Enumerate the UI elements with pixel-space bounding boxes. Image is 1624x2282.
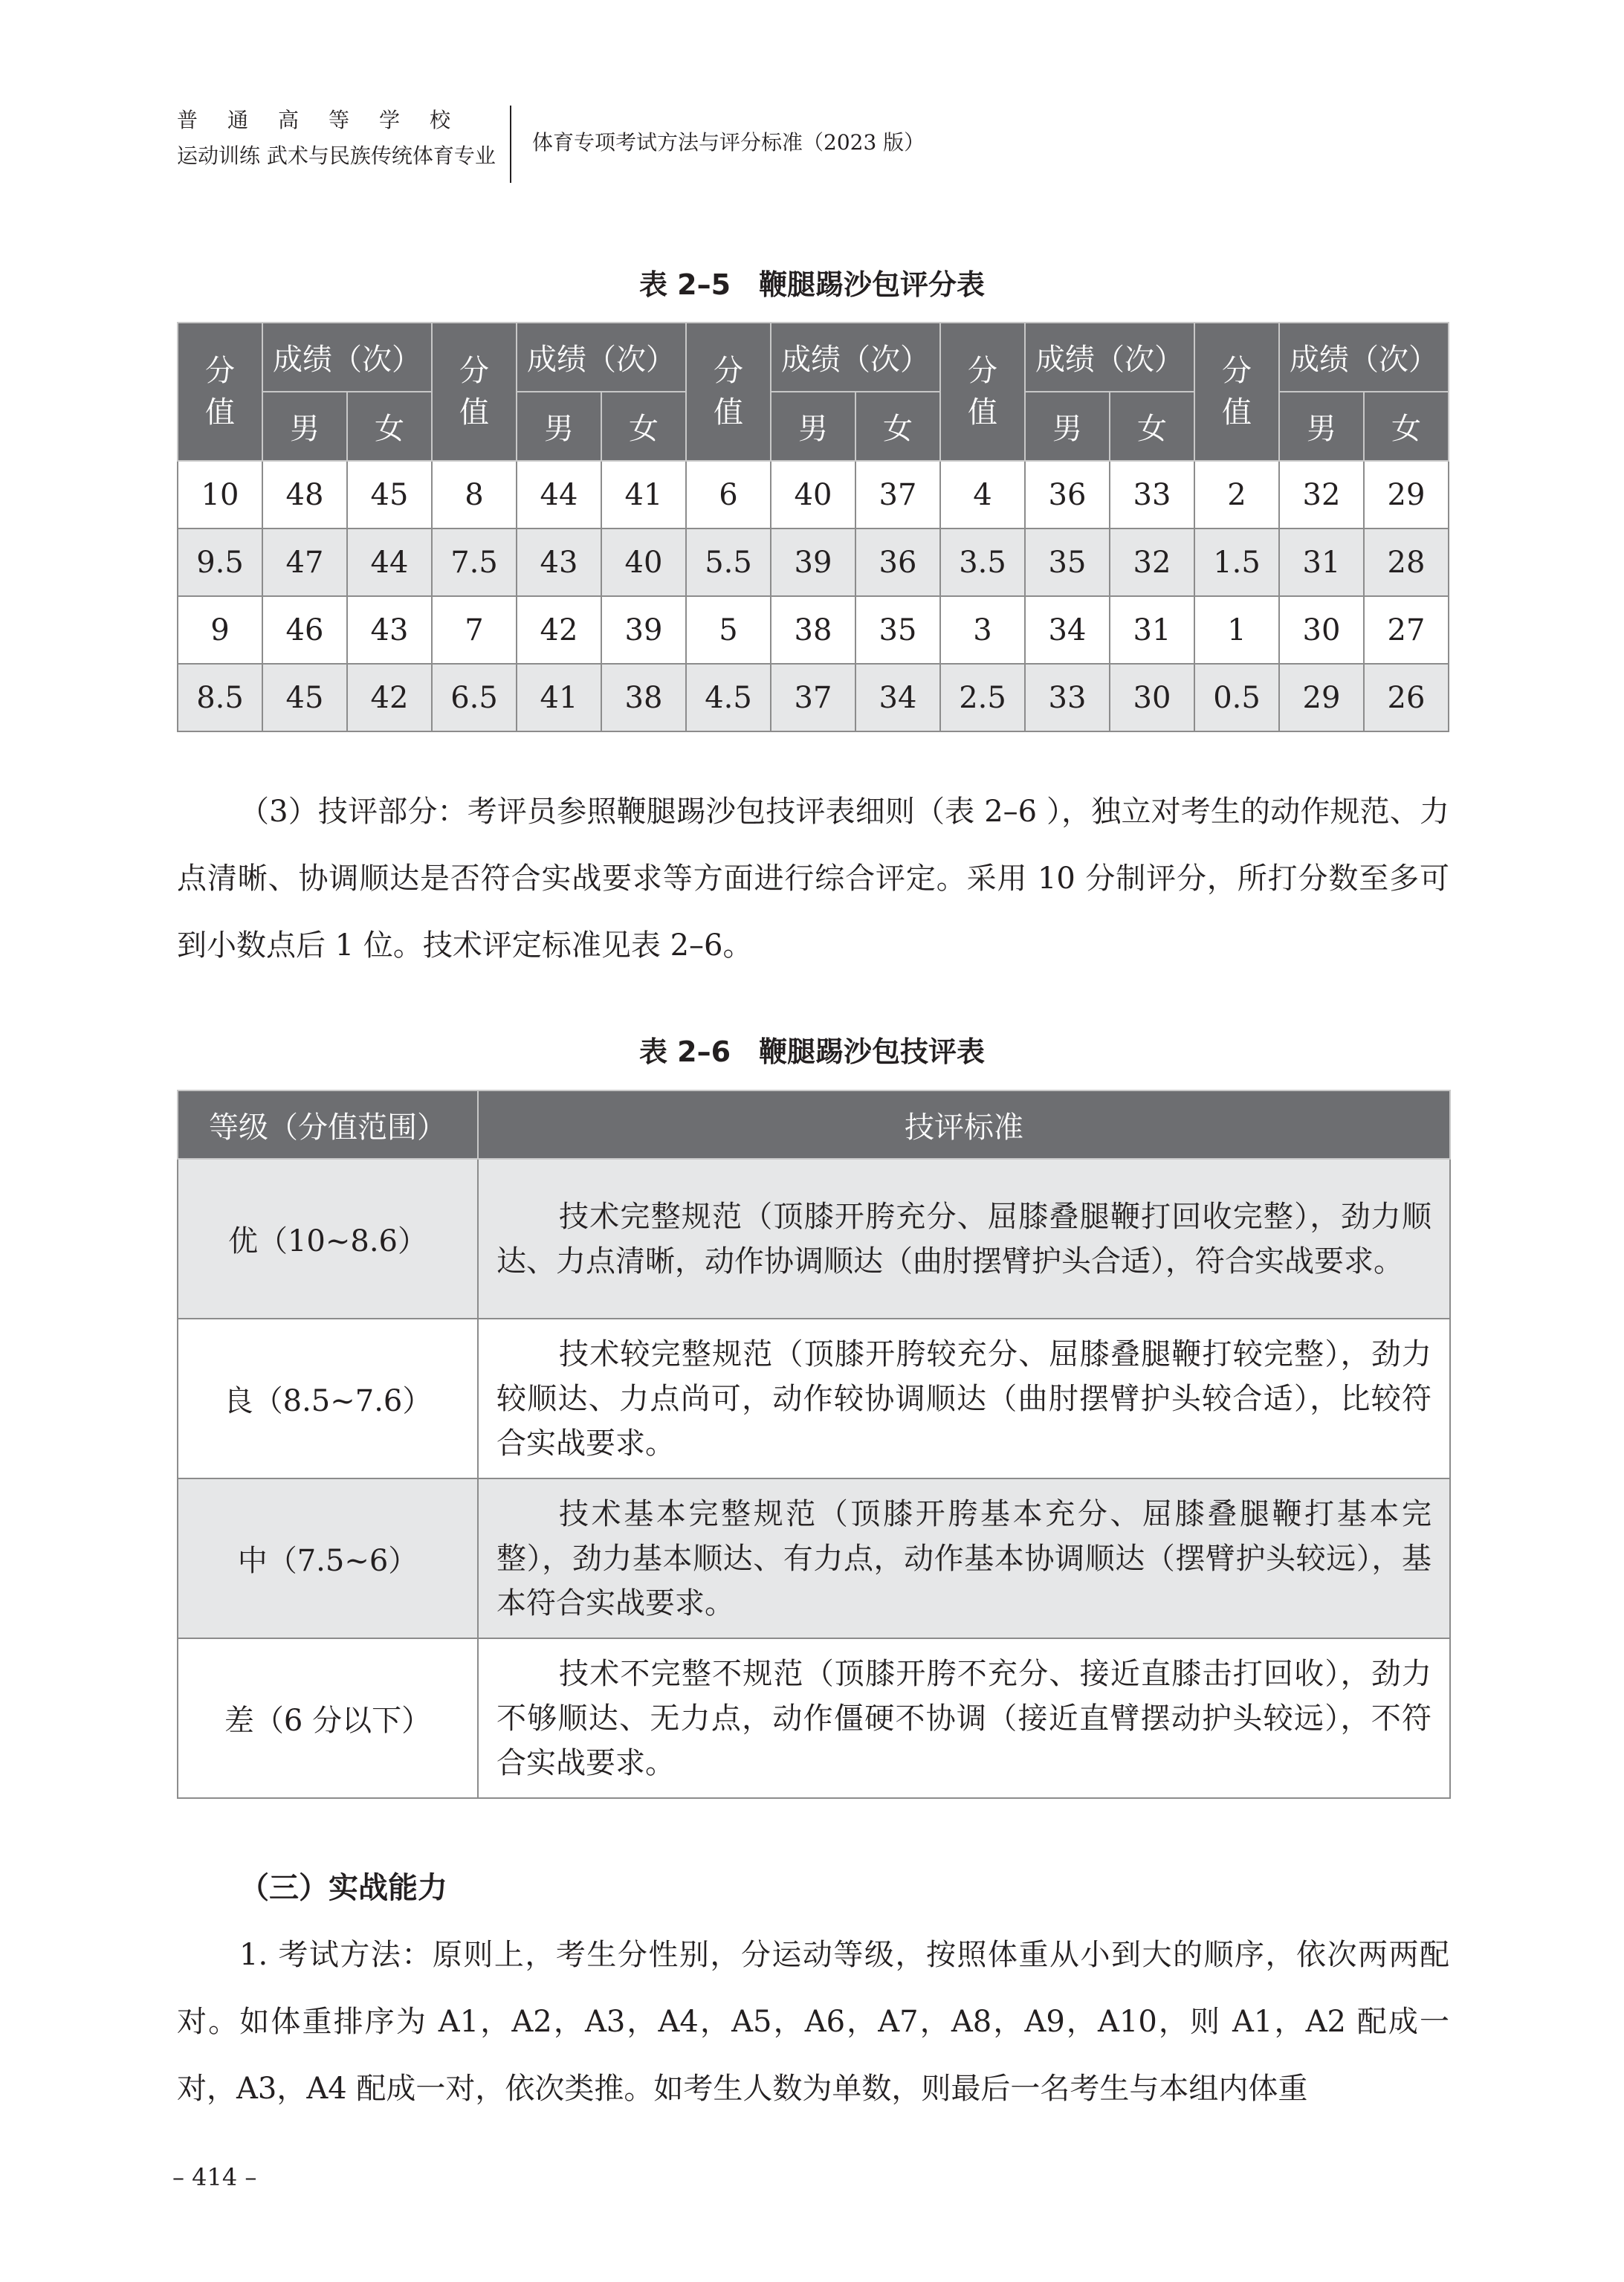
male-count-cell: 47 (262, 529, 347, 596)
male-column-header: 男 (1279, 392, 1364, 461)
male-count-cell: 35 (1025, 529, 1110, 596)
female-count-cell: 28 (1364, 529, 1449, 596)
criteria-text: 技术较完整规范（顶膝开胯较充分、屈膝叠腿鞭打较完整），劲力较顺达、力点尚可，动作较协调顺达（曲肘摆臂护头较合适），比较符合实战要求。 (496, 1336, 1431, 1461)
criteria-cell (478, 1319, 1450, 1478)
criteria-text: 技术不完整不规范（顶膝开胯不充分、接近直膝击打回收），劲力不够顺达、无力点，动作僵硬不协调（接近直臂摆动护头较远），不符合实战要求。 (496, 1656, 1431, 1780)
score-cell: 3 (940, 596, 1025, 664)
female-count-cell: 39 (601, 596, 686, 664)
score-cell: 6 (686, 461, 771, 529)
male-count-cell: 37 (771, 664, 855, 731)
male-count-cell: 46 (262, 596, 347, 664)
table-row (178, 596, 1449, 664)
result-column-header: 成绩（次） (771, 323, 940, 392)
male-count-cell: 30 (1279, 596, 1364, 664)
male-count-cell: 41 (517, 664, 601, 731)
header-divider (510, 106, 511, 183)
level-cell: 良（8.5~7.6） (178, 1319, 478, 1478)
male-count-cell: 48 (262, 461, 347, 529)
section-practical-ability (177, 1855, 1449, 2122)
male-count-cell: 40 (771, 461, 855, 529)
score-cell: 8.5 (178, 664, 262, 731)
score-cell: 3.5 (940, 529, 1025, 596)
male-count-cell: 43 (517, 529, 601, 596)
female-count-cell: 43 (347, 596, 432, 664)
female-count-cell: 45 (347, 461, 432, 529)
table-row (178, 461, 1449, 529)
criteria-cell (478, 1638, 1450, 1798)
score-cell: 0.5 (1194, 664, 1279, 731)
female-count-cell: 27 (1364, 596, 1449, 664)
male-count-cell: 29 (1279, 664, 1364, 731)
exam-method-paragraph: 1. 考试方法：原则上，考生分性别，分运动等级，按照体重从小到大的顺序，依次两两配对。如体重排序为 A1，A2，A3，A4，A5，A6，A7，A8，A9，A10，则 A1，A2 配成一对，A3，A4 配成一对，依次类推。如考生人数为单数，则最后一名考生与本组内体重 (177, 1938, 1449, 2106)
header-major-name: 运动训练 武术与民族传统体育专业 (177, 143, 496, 168)
male-count-cell: 44 (517, 461, 601, 529)
score-cell: 7 (432, 596, 517, 664)
result-column-header: 成绩（次） (517, 323, 686, 392)
level-cell: 差（6 分以下） (178, 1638, 478, 1798)
score-cell: 5 (686, 596, 771, 664)
score-column-header: 分 值 (1194, 323, 1279, 461)
table1-caption: 表 2–5 鞭腿踢沙包评分表 (638, 268, 986, 301)
table2-caption: 表 2–6 鞭腿踢沙包技评表 (638, 1035, 986, 1068)
female-count-cell: 37 (855, 461, 940, 529)
score-column-header: 分 值 (432, 323, 517, 461)
female-count-cell: 36 (855, 529, 940, 596)
female-count-cell: 42 (347, 664, 432, 731)
score-cell: 9 (178, 596, 262, 664)
score-cell: 2 (1194, 461, 1279, 529)
result-column-header: 成绩（次） (1279, 323, 1449, 392)
female-count-cell: 38 (601, 664, 686, 731)
female-count-cell: 40 (601, 529, 686, 596)
result-column-header: 成绩（次） (1025, 323, 1194, 392)
male-count-cell: 38 (771, 596, 855, 664)
female-count-cell: 26 (1364, 664, 1449, 731)
table-row (178, 1478, 1450, 1638)
header-book-title: 体育专项考试方法与评分标准（2023 版） (532, 130, 925, 155)
male-count-cell: 39 (771, 529, 855, 596)
criteria-column-header: 技评标准 (478, 1090, 1450, 1159)
score-cell: 6.5 (432, 664, 517, 731)
score-cell: 10 (178, 461, 262, 529)
score-table-header-row (178, 323, 1449, 392)
score-cell: 8 (432, 461, 517, 529)
score-column-header: 分 值 (686, 323, 771, 461)
female-column-header: 女 (601, 392, 686, 461)
female-count-cell: 29 (1364, 461, 1449, 529)
table-row (178, 1159, 1450, 1319)
female-column-header: 女 (1110, 392, 1194, 461)
technique-table (177, 1090, 1451, 1799)
table-row (178, 664, 1449, 731)
level-cell: 中（7.5~6） (178, 1478, 478, 1638)
score-column-header: 分 值 (178, 323, 262, 461)
criteria-cell (478, 1478, 1450, 1638)
male-count-cell: 31 (1279, 529, 1364, 596)
female-count-cell: 35 (855, 596, 940, 664)
male-count-cell: 32 (1279, 461, 1364, 529)
score-cell: 4 (940, 461, 1025, 529)
male-count-cell: 36 (1025, 461, 1110, 529)
table-row (178, 529, 1449, 596)
score-cell: 1.5 (1194, 529, 1279, 596)
table-row (178, 1319, 1450, 1478)
score-column-header: 分 值 (940, 323, 1025, 461)
female-count-cell: 31 (1110, 596, 1194, 664)
female-count-cell: 41 (601, 461, 686, 529)
female-count-cell: 30 (1110, 664, 1194, 731)
page-number: – 414 – (172, 2163, 257, 2191)
female-count-cell: 44 (347, 529, 432, 596)
male-count-cell: 42 (517, 596, 601, 664)
male-count-cell: 45 (262, 664, 347, 731)
score-cell: 2.5 (940, 664, 1025, 731)
score-cell: 9.5 (178, 529, 262, 596)
criteria-text: 技术完整规范（顶膝开胯充分、屈膝叠腿鞭打回收完整），劲力顺达、力点清晰，动作协调顺达（曲肘摆臂护头合适），符合实战要求。 (496, 1199, 1431, 1279)
level-column-header: 等级（分值范围） (178, 1090, 478, 1159)
section-title: （三）实战能力 (239, 1871, 447, 1905)
male-column-header: 男 (771, 392, 855, 461)
technique-paragraph-text: （3）技评部分：考评员参照鞭腿踢沙包技评表细则（表 2–6 ），独立对考生的动作规范、力点清晰、协调顺达是否符合实战要求等方面进行综合评定。采用 10 分制评分，所打分数至多可到小数点后 1 位。技术评定标准见表 2–6。 (177, 795, 1449, 963)
score-table-body (178, 461, 1449, 731)
technique-paragraph (177, 778, 1449, 979)
score-cell: 7.5 (432, 529, 517, 596)
criteria-cell (478, 1159, 1450, 1319)
female-count-cell: 33 (1110, 461, 1194, 529)
male-column-header: 男 (262, 392, 347, 461)
level-cell: 优（10~8.6） (178, 1159, 478, 1319)
table-row (178, 1638, 1450, 1798)
male-column-header: 男 (517, 392, 601, 461)
female-count-cell: 32 (1110, 529, 1194, 596)
male-column-header: 男 (1025, 392, 1110, 461)
result-column-header: 成绩（次） (262, 323, 432, 392)
female-count-cell: 34 (855, 664, 940, 731)
score-cell: 1 (1194, 596, 1279, 664)
score-cell: 5.5 (686, 529, 771, 596)
technique-table-body (178, 1159, 1450, 1798)
female-column-header: 女 (1364, 392, 1449, 461)
female-column-header: 女 (347, 392, 432, 461)
male-count-cell: 33 (1025, 664, 1110, 731)
header-school-name: 普通高等学校 (177, 108, 481, 132)
criteria-text: 技术基本完整规范（顶膝开胯基本充分、屈膝叠腿鞭打基本完整），劲力基本顺达、有力点，动作基本协调顺达（摆臂护头较远），基本符合实战要求。 (496, 1496, 1431, 1620)
male-count-cell: 34 (1025, 596, 1110, 664)
score-cell: 4.5 (686, 664, 771, 731)
header-left (177, 106, 496, 171)
score-table (177, 322, 1449, 732)
female-column-header: 女 (855, 392, 940, 461)
technique-table-header-row (178, 1090, 1450, 1159)
